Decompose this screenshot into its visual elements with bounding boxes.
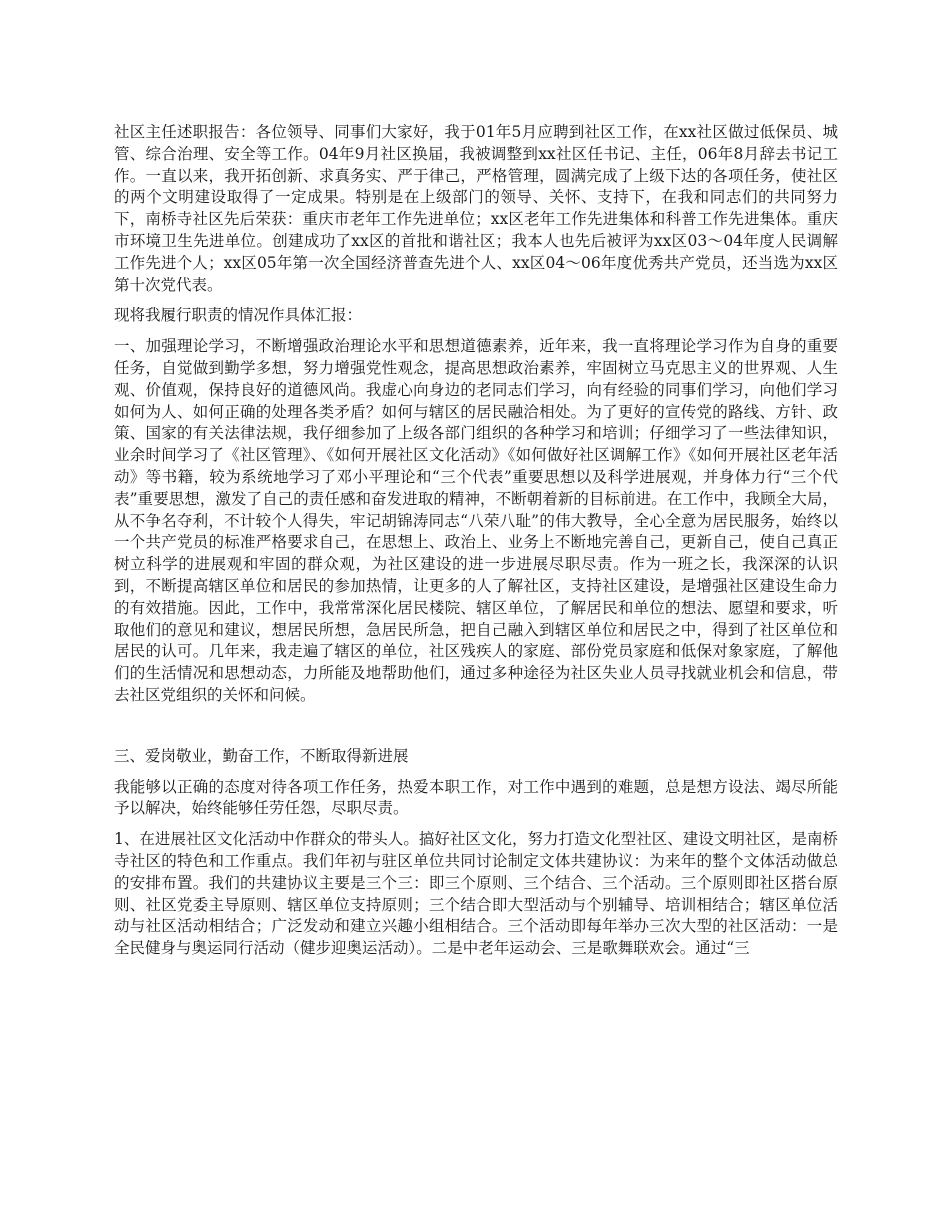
document-body — [114, 122, 838, 969]
section-three-heading: 三、爱岗敬业，勤奋工作，不断取得新进展 — [114, 746, 409, 765]
item-one-paragraph: 1、在进展社区文化活动中作群众的带头人。搞好社区文化，努力打造文化型社区、建设文明社区，是南桥寺社区的特色和工作重点。我们年初与驻区单位共同讨论制定文体共建协议：为来年的整个文体活动做总的安排布置。我们的共建协议主要是三个三：即三个原则、三个结合、三个活动。三个原则即社区搭台原则、社区党委主导原则、辖区单位支持原则；三个结合即大型活动与个别辅导、培训相结合；辖区单位活动与社区活动相结合；广泛发动和建立兴趣小组相结合。三个活动即每年举办三次大型的社区活动：一是全民健身与奥运同行活动（健步迎奥运活动）。二是中老年运动会、三是歌舞联欢会。通过“三 — [114, 830, 838, 958]
intro-paragraph: 社区主任述职报告：各位领导、同事们大家好，我于01年5月应聘到社区工作，在xx社区做过低保员、城管、综合治理、安全等工作。04年9月社区换届，我被调整到xx社区任书记、主任，06年8月辞去书记工作。一直以来，我开拓创新、求真务实、严于律己，严格管理，圆满完成了上级下达的各项任务，使社区的两个文明建设取得了一定成果。特别是在上级部门的领导、关怀、支持下，在我和同志们的共同努力下，南桥寺社区先后荣获：重庆市老年工作先进单位；xx区老年工作先进集体和科普工作先进集体。重庆市环境卫生先进单位。创建成功了xx区的首批和谐社区；我本人也先后被评为xx区03～04年度人民调解工作先进个人；xx区05年第一次全国经济普查先进个人、xx区04～06年度优秀共产党员，还当选为xx区第十次党代表。 — [114, 123, 838, 294]
section-gap — [114, 716, 838, 746]
report-lead-paragraph: 现将我履行职责的情况作具体汇报： — [114, 306, 363, 325]
section-one-paragraph: 一、加强理论学习，不断增强政治理论水平和思想道德素养，近年来，我一直将理论学习作为自身的重要任务，自觉做到勤学多想，努力增强党性观念，提高思想政治素养，牢固树立马克思主义的世界观、人生观、价值观，保持良好的道德风尚。我虚心向身边的老同志们学习，向有经验的同事们学习，向他们学习如何为人、如何正确的处理各类矛盾？如何与辖区的居民融洽相处。为了更好的宣传党的路线、方针、政策、国家的有关法律法规，我仔细参加了上级各部门组织的各种学习和培训；仔细学习了一些法律知识，业余时间学习了《社区管理》、《如何开展社区文化活动》《如何做好社区调解工作》《如何开展社区老年活动》等书籍，较为系统地学习了邓小平理论和“三个代表”重要思想以及科学进展观，并身体力行“三个代表”重要思想，激发了自己的责任感和奋发进取的精神，不断朝着新的目标前进。在工作中，我顾全大局，从不争名夺利，不计较个人得失，牢记胡锦涛同志“八荣八耻”的伟大教导，全心全意为居民服务，始终以一个共产党员的标准严格要求自己，在思想上、政治上、业务上不断地完善自己，更新自己，使自己真正树立科学的进展观和牢固的群众观，为社区建设的进一步进展尽职尽责。作为一班之长，我深深的认识到，不断提高辖区单位和居民的参加热情，让更多的人了解社区，支持社区建设，是增强社区建设生命力的有效措施。因此，工作中，我常常深化居民楼院、辖区单位，了解居民和单位的想法、愿望和要求，听取他们的意见和建议，想居民所想，急居民所急，把自己融入到辖区单位和居民之中，得到了社区单位和居民的认可。几年来，我走遍了辖区的单位，社区残疾人的家庭、部份党员家庭和低保对象家庭，了解他们的生活情况和思想动态，力所能及地帮助他们，通过多种途径为社区失业人员寻找就业机会和信息，带去社区党组织的关怀和问候。 — [114, 337, 838, 704]
section-three-intro-paragraph: 我能够以正确的态度对待各项工作任务，热爱本职工作，对工作中遇到的难题，总是想方设法、竭尽所能予以解决，始终能够任劳任怨，尽职尽责。 — [114, 777, 838, 818]
